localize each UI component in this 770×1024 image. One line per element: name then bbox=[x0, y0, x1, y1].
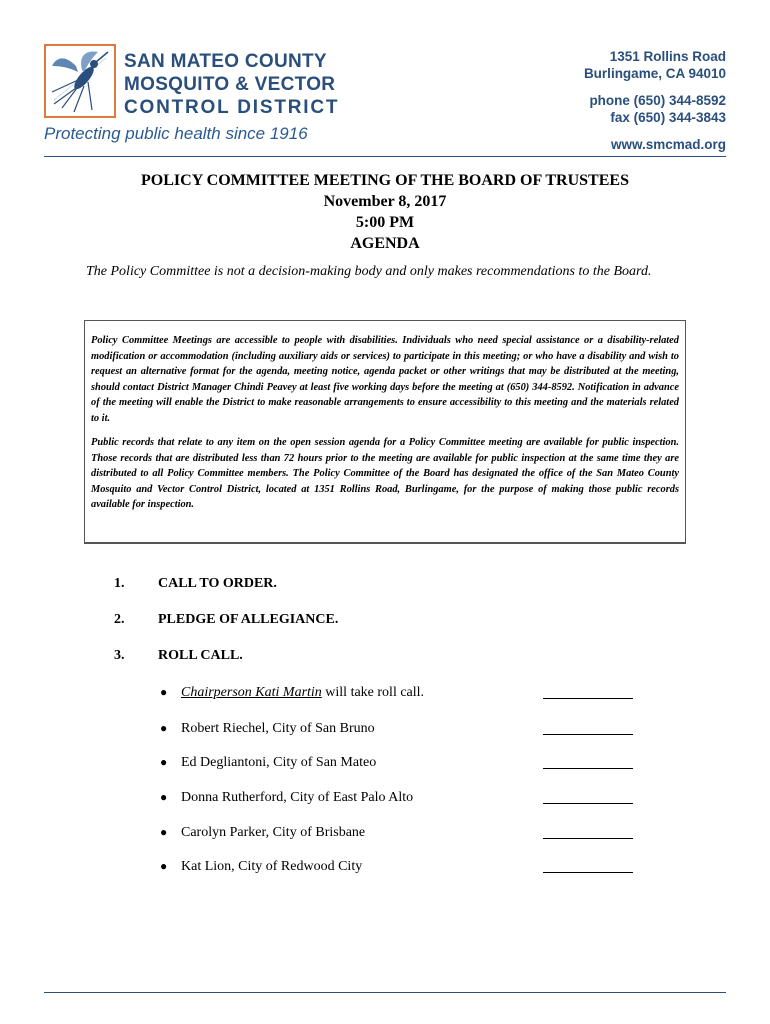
attendance-line bbox=[543, 803, 633, 804]
roll-call-chair bbox=[160, 685, 640, 701]
agenda-item-label: CALL TO ORDER. bbox=[158, 576, 277, 591]
agenda-item-label: ROLL CALL. bbox=[158, 648, 243, 663]
member-name: Donna Rutherford, City of East Palo Alto bbox=[181, 790, 414, 805]
bullet-icon: ● bbox=[160, 685, 168, 699]
letterhead-logo bbox=[44, 44, 344, 148]
meeting-title bbox=[44, 170, 726, 254]
intro-statement: The Policy Committee is not a decision-making body and only makes recommendations to the Board. bbox=[86, 264, 652, 279]
agenda-item-number: 3. bbox=[114, 648, 125, 663]
agenda-item-call-to-order bbox=[114, 576, 277, 592]
agenda-item-label: PLEDGE OF ALLEGIANCE. bbox=[158, 612, 339, 627]
attendance-line bbox=[543, 838, 633, 839]
attendance-line bbox=[543, 768, 633, 769]
agenda-item-number: 2. bbox=[114, 612, 125, 627]
bullet-icon: ● bbox=[160, 721, 168, 735]
meeting-name: POLICY COMMITTEE MEETING OF THE BOARD OF TRUSTEES bbox=[141, 172, 629, 189]
bullet-icon: ● bbox=[160, 859, 168, 873]
logo-frame bbox=[44, 44, 116, 118]
roll-call-member bbox=[160, 721, 640, 737]
chairperson-note: will take roll call. bbox=[321, 685, 425, 700]
accessibility-notice bbox=[84, 320, 686, 544]
roll-call-member bbox=[160, 859, 640, 875]
org-name-line1: SAN MATEO COUNTY bbox=[124, 51, 327, 72]
org-tagline: Protecting public health since 1916 bbox=[44, 124, 308, 143]
address-line1: 1351 Rollins Road bbox=[609, 49, 726, 64]
phone-number: phone (650) 344-8592 bbox=[589, 93, 726, 108]
agenda-item-pledge bbox=[114, 612, 338, 628]
org-name-line3: CONTROL DISTRICT bbox=[124, 97, 340, 118]
contact-block bbox=[584, 48, 726, 153]
member-name: Ed Degliantoni, City of San Mateo bbox=[181, 755, 377, 770]
footer-divider bbox=[44, 992, 726, 993]
bullet-icon: ● bbox=[160, 790, 168, 804]
bullet-icon: ● bbox=[160, 825, 168, 839]
address-line2: Burlingame, CA 94010 bbox=[583, 66, 726, 81]
bullet-icon: ● bbox=[160, 755, 168, 769]
header-divider bbox=[44, 156, 726, 157]
agenda-item-number: 1. bbox=[114, 576, 125, 591]
fax-number: fax (650) 344-3843 bbox=[610, 110, 726, 125]
org-name-line2: MOSQUITO & VECTOR bbox=[124, 74, 336, 95]
meeting-date: November 8, 2017 bbox=[323, 193, 447, 210]
accessibility-paragraph: Policy Committee Meetings are accessible to people with disabilities. Individuals who need special assistance or a disability-related modification or accommodation (including auxiliary aids or services) to participate in this meeting; or who have a disability and wish to request an alternative format for the agenda, meeting notice, agenda packet or other writings that may be distributed at the meeting, should contact District Manager Chindi Peavey at least five working days before the meeting at (650) 344-8592. Notification in advance of the meeting will enable the District to make reasonable arrangements to ensure accessibility to this meeting and the materials related to it. bbox=[91, 335, 679, 424]
meeting-time: 5:00 PM bbox=[355, 214, 415, 231]
member-name: Carolyn Parker, City of Brisbane bbox=[181, 825, 366, 840]
public-records-paragraph: Public records that relate to any item on the open session agenda for a Policy Committee meeting are available for public inspection. Those records that are distributed less than 72 hours prior to the meeting are available for public inspection at the same time they are distributed to all Policy Committee members. The Policy Committee of the Board has designated the office of the San Mateo County Mosquito and Vector Control District, located at 1351 Rollins Road, Burlingame, for the purpose of making those public records available for inspection. bbox=[91, 437, 679, 510]
member-name: Kat Lion, City of Redwood City bbox=[181, 859, 363, 874]
attendance-line bbox=[543, 872, 633, 873]
agenda-item-roll-call bbox=[114, 648, 243, 664]
mosquito-icon bbox=[48, 48, 112, 114]
roll-call-member bbox=[160, 825, 640, 841]
chairperson-name: Chairperson Kati Martin bbox=[181, 685, 322, 700]
roll-call-member bbox=[160, 755, 640, 771]
attendance-line bbox=[543, 698, 633, 699]
roll-call-member bbox=[160, 790, 640, 806]
agenda-heading: AGENDA bbox=[350, 235, 420, 252]
website-link[interactable]: www.smcmad.org bbox=[610, 137, 726, 152]
member-name: Robert Riechel, City of San Bruno bbox=[181, 721, 375, 736]
attendance-line bbox=[543, 734, 633, 735]
